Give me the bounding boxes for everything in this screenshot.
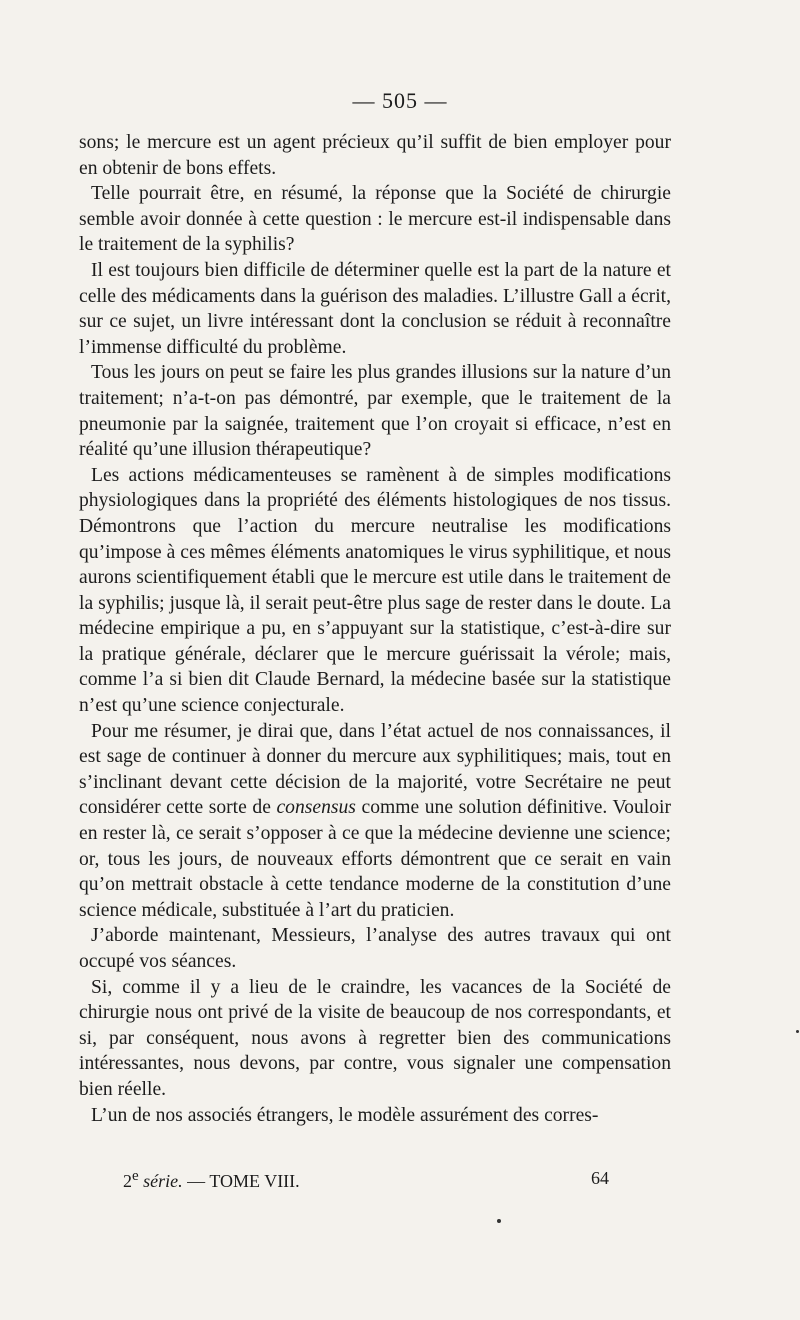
paragraph-2: Telle pourrait être, en résumé, la réponse que la Société de chirurgie semble avoir donnée à cette question : le mercure est-il indispensable dans le traitement de la syphilis? xyxy=(79,183,671,256)
series-word: série. xyxy=(143,1171,183,1191)
paragraph-3: Il est toujours bien difficile de déterminer quelle est la part de la nature et celle des médicaments dans la guérison des maladies. L’illustre Gall a écrit, sur ce sujet, un livre intéressant dont la conclusion se réduit à reconnaître l’immense difficulté du problème. xyxy=(79,259,671,358)
footer-series xyxy=(123,1168,300,1192)
paragraph-5: Les actions médicamenteuses se ramènent à de simples modifications physiologiques dans la propriété des éléments histologiques de nos tissus. Démontrons que l’action du mercure neutralise les modifications qu’impose à ces mêmes éléments anatomiques le virus syphilitique, et nous aurons scientifiquement établi que le mercure est utile dans le traitement de la syphilis; jusque là, il serait peut-être plus sage de rester dans le doute. La médecine empirique a pu, en s’appuyant sur la statistique, c’est-à-dire sur la pratique générale, déclarer que le mercure guérissait la vérole; mais, comme l’a si bien dit Claude Bernard, la médecine basée sur la statistique n’est qu’une science conjecturale. xyxy=(79,464,671,717)
series-number: 2 xyxy=(123,1171,132,1191)
consensus-term: consensus xyxy=(276,797,356,819)
paragraph-4: Tous les jours on peut se faire les plus grandes illusions sur la nature d’un traitement; n’a-t-on pas démontré, par exemple, que le traitement de la pneumonie par la saignée, traitement que l’on croyait si efficace, n’est en réalité qu’une illusion thérapeutique? xyxy=(79,362,671,461)
paragraph-7: J’aborde maintenant, Messieurs, l’analyse des autres travaux qui ont occupé vos séances. xyxy=(79,925,671,972)
paragraph-9: L’un de nos associés étrangers, le modèle assurément des corres- xyxy=(91,1104,599,1126)
paragraph-6 xyxy=(79,719,671,924)
page-number: — 505 — xyxy=(352,88,448,113)
ink-speck xyxy=(796,1030,799,1033)
sheet-signature: 64 xyxy=(591,1168,609,1188)
paragraph-6-lead: Pour me résumer, je dirai que, dans l’état actuel de nos connaissances, il est sage de continuer à donner du mercure aux syphilitiques; mais, tout en s’inclinant devant cette décision de la majorité, votre Secrétaire ne peut considérer cette sorte de xyxy=(79,720,671,819)
ink-speck xyxy=(497,1219,501,1223)
paragraph-1: sons; le mercure est un agent précieux qu’il suffit de bien employer pour en obtenir de bons effets. xyxy=(79,132,671,179)
series-superscript: e xyxy=(132,1168,139,1184)
volume-label: — TOME VIII. xyxy=(182,1171,300,1191)
paragraph-6-tail: comme une solution définitive. Vouloir en rester là, ce serait s’opposer à ce que la médecine devienne une science; or, tous les jours, de nouveaux efforts démontrent que ce serait en vain qu’on mettrait obstacle à cette tendance moderne de la constitution d’une science médicale, substituée à l’art du praticien. xyxy=(79,797,671,921)
body-text xyxy=(79,130,671,1128)
paragraph-8: Si, comme il y a lieu de le craindre, les vacances de la Société de chirurgie nous ont privé de la visite de beaucoup de nos correspondants, et si, par conséquent, nous avons à regretter bien des communications intéressantes, nous devons, par contre, vous signaler une compensation bien réelle. xyxy=(79,976,671,1100)
